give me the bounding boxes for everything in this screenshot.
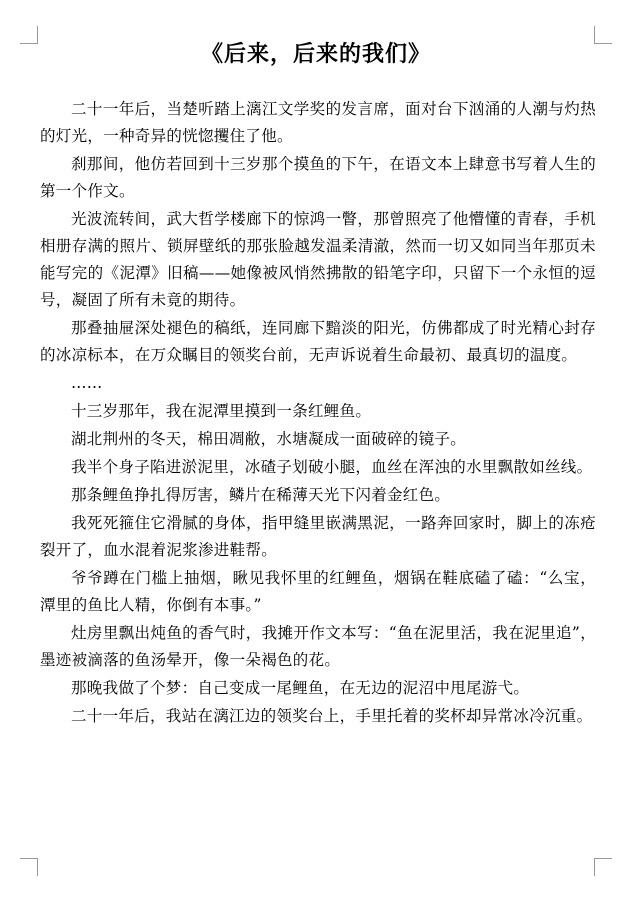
crop-mark-bottom-left <box>20 858 38 876</box>
paragraph: 光波流转间，武大哲学楼廊下的惊鸿一瞥，那曾照亮了他懵懂的青春，手机相册存满的照片、锁屏壁纸的那张脸越发温柔清澈，然而一切又如同当年那页未能写完的《泥潭》旧稿——她像被风悄然拂散的铅笔字印，只留下一个永恒的逗号，凝固了所有未竟的期待。 <box>40 210 596 309</box>
section-break-ellipsis: …… <box>71 374 103 392</box>
paragraph: 爷爷蹲在门槛上抽烟，瞅见我怀里的红鲤鱼，烟锅在鞋底磕了磕：“么宝，潭里的鱼比人精，你倒有本事。” <box>40 569 596 614</box>
paragraph: 十三岁那年，我在泥潭里摸到一条红鲤鱼。 <box>71 402 372 420</box>
paragraph: 那叠抽屉深处褪色的稿纸，连同廊下黯淡的阳光，仿佛都成了时光精心封存的冰凉标本，在万众瞩目的领奖台前，无声诉说着生命最初、最真切的温度。 <box>40 319 596 364</box>
paragraph: 那晚我做了个梦：自己变成一尾鲤鱼，在无边的泥沼中甩尾游弋。 <box>71 679 530 697</box>
document-title: 《后来，后来的我们》 <box>200 41 431 67</box>
paragraph: 二十一年后，我站在漓江边的领奖台上，手里托着的奖杯却异常冰冷沉重。 <box>71 707 593 725</box>
paragraph: 湖北荆州的冬天，棉田凋敝，水塘凝成一面破碎的镜子。 <box>71 430 467 448</box>
paragraph: 我死死箍住它滑腻的身体，指甲缝里嵌满黑泥，一路奔回家时，脚上的冻疮裂开了，血水混着泥浆渗进鞋帮。 <box>40 514 596 559</box>
paragraph: 灶房里飘出炖鱼的香气时，我摊开作文本写：“鱼在泥里活，我在泥里追”，墨迹被滴落的鱼汤晕开，像一朵褐色的花。 <box>40 624 596 669</box>
paragraph: 我半个身子陷进淤泥里，冰碴子划破小腿，血丝在浑浊的水里飘散如丝线。 <box>71 458 593 476</box>
paragraph: 二十一年后，当楚听踏上漓江文学奖的发言席，面对台下汹涌的人潮与灼热的灯光，一种奇异的恍惚攫住了他。 <box>40 100 596 145</box>
paragraph: 那条鲤鱼挣扎得厉害，鳞片在稀薄天光下闪着金红色。 <box>71 486 451 504</box>
document-body <box>40 96 596 730</box>
crop-mark-bottom-right <box>594 858 612 876</box>
paragraph: 刹那间，他仿若回到十三岁那个摸鱼的下午，在语文本上肆意书写着人生的第一个作文。 <box>40 155 596 200</box>
